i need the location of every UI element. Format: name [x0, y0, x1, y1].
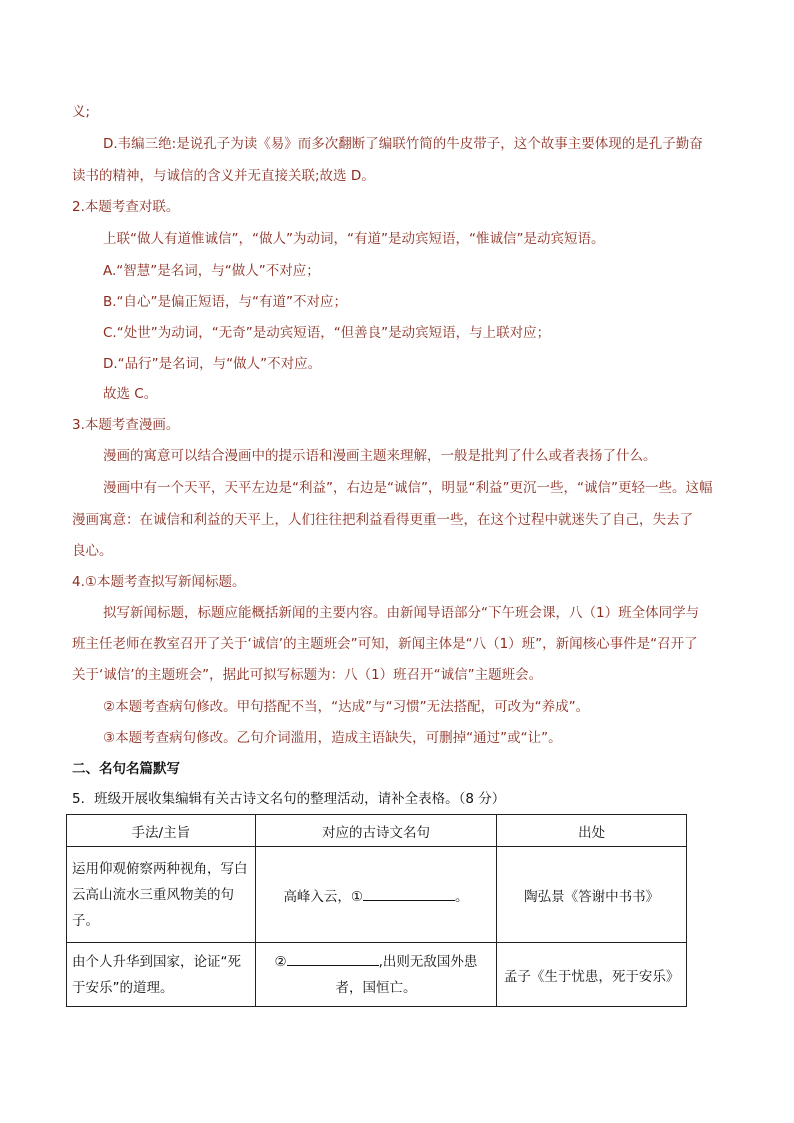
answer-line: 上联“做人有道惟诚信”，“做人”为动词，“有道”是动宾短语，“惟诚信”是动宾短语。 — [103, 231, 605, 247]
method-cell: 由个人升华到国家，论证“死于安乐”的道理。 — [67, 943, 256, 1007]
quote-cell — [255, 847, 497, 943]
table-header-cell: 对应的古诗文名句 — [255, 815, 497, 847]
table-header-cell: 出处 — [497, 815, 687, 847]
answer-line: 关于‘诚信’的主题班会”，据此可拟写标题为：八（1）班召开“诚信”主题班会。 — [72, 667, 543, 683]
table-row — [67, 847, 687, 943]
answer-line: 读书的精神，与诚信的含义并无直接关联;故选 D。 — [72, 168, 375, 184]
source-cell: 孟子《生于忧患，死于安乐》 — [497, 943, 687, 1007]
quote-text: ,出则无敌国外患者，国恒亡。 — [335, 953, 478, 996]
quote-text: 高峰入云，① — [283, 888, 364, 905]
answer-line: C.“处世”为动词，“无奇”是动宾短语，“但善良”是动宾短语，与上联对应； — [103, 325, 551, 341]
answer-line: 漫画中有一个天平，天平左边是“利益”，右边是“诚信”，明显“利益”更沉一些，“诚信”更轻一些。这幅 — [103, 480, 713, 496]
quote-cell — [255, 943, 497, 1007]
answer-line: 故选 C。 — [103, 386, 158, 402]
answer-heading: 2.本题考查对联。 — [72, 199, 180, 215]
table-row — [67, 943, 687, 1007]
section-heading: 二、名句名篇默写 — [72, 761, 180, 777]
answer-blank[interactable] — [363, 888, 455, 901]
answer-line: ③本题考查病句修改。乙句介词滥用，造成主语缺失，可删掉“通过”或“让”。 — [103, 730, 562, 746]
answer-line: ②本题考查病句修改。甲句搭配不当，“达成”与“习惯”无法搭配，可改为“养成”。 — [103, 699, 590, 715]
answer-line: B.“自心”是偏正短语，与“有道”不对应； — [103, 294, 348, 310]
answer-line: 漫画的寓意可以结合漫画中的提示语和漫画主题来理解，一般是批判了什么或者表扬了什么。 — [103, 448, 657, 464]
answer-line: D.“品行”是名词，与“做人”不对应。 — [103, 356, 322, 372]
answer-heading: 3.本题考查漫画。 — [72, 417, 180, 433]
answer-line: A.“智慧”是名词，与“做人”不对应； — [103, 263, 320, 279]
answer-heading: 4.①本题考查拟写新闻标题。 — [72, 574, 246, 590]
question-title: 5．班级开展收集编辑有关古诗文名句的整理活动，请补全表格。（8 分） — [72, 791, 506, 807]
answer-table — [66, 814, 687, 1007]
answer-line: D.韦编三绝:是说孔子为读《易》而多次翻断了编联竹简的牛皮带子，这个故事主要体现的是孔子勤奋 — [103, 136, 703, 152]
answer-line: 漫画寓意：在诚信和利益的天平上，人们往往把利益看得更重一些，在这个过程中就迷失了自己，失去了 — [72, 512, 693, 528]
answer-line: 班主任老师在教室召开了关于‘诚信’的主题班会”可知，新闻主体是“八（1）班”，新闻核心事件是“召开了 — [72, 636, 698, 652]
quote-text: 。 — [455, 888, 469, 905]
source-cell: 陶弘景《答谢中书书》 — [497, 847, 687, 943]
table-header-row — [67, 815, 687, 847]
quote-text: ② — [274, 953, 287, 970]
answer-line: 拟写新闻标题，标题应能概括新闻的主要内容。由新闻导语部分“下午班会课，八（1）班全体同学与 — [103, 605, 700, 621]
table-header-cell: 手法/主旨 — [67, 815, 256, 847]
answer-line: 良心。 — [72, 543, 113, 559]
answer-line: 义; — [72, 104, 91, 120]
answer-blank[interactable] — [287, 953, 379, 966]
method-cell: 运用仰观俯察两种视角，写白云高山流水三重风物美的句子。 — [67, 847, 256, 943]
